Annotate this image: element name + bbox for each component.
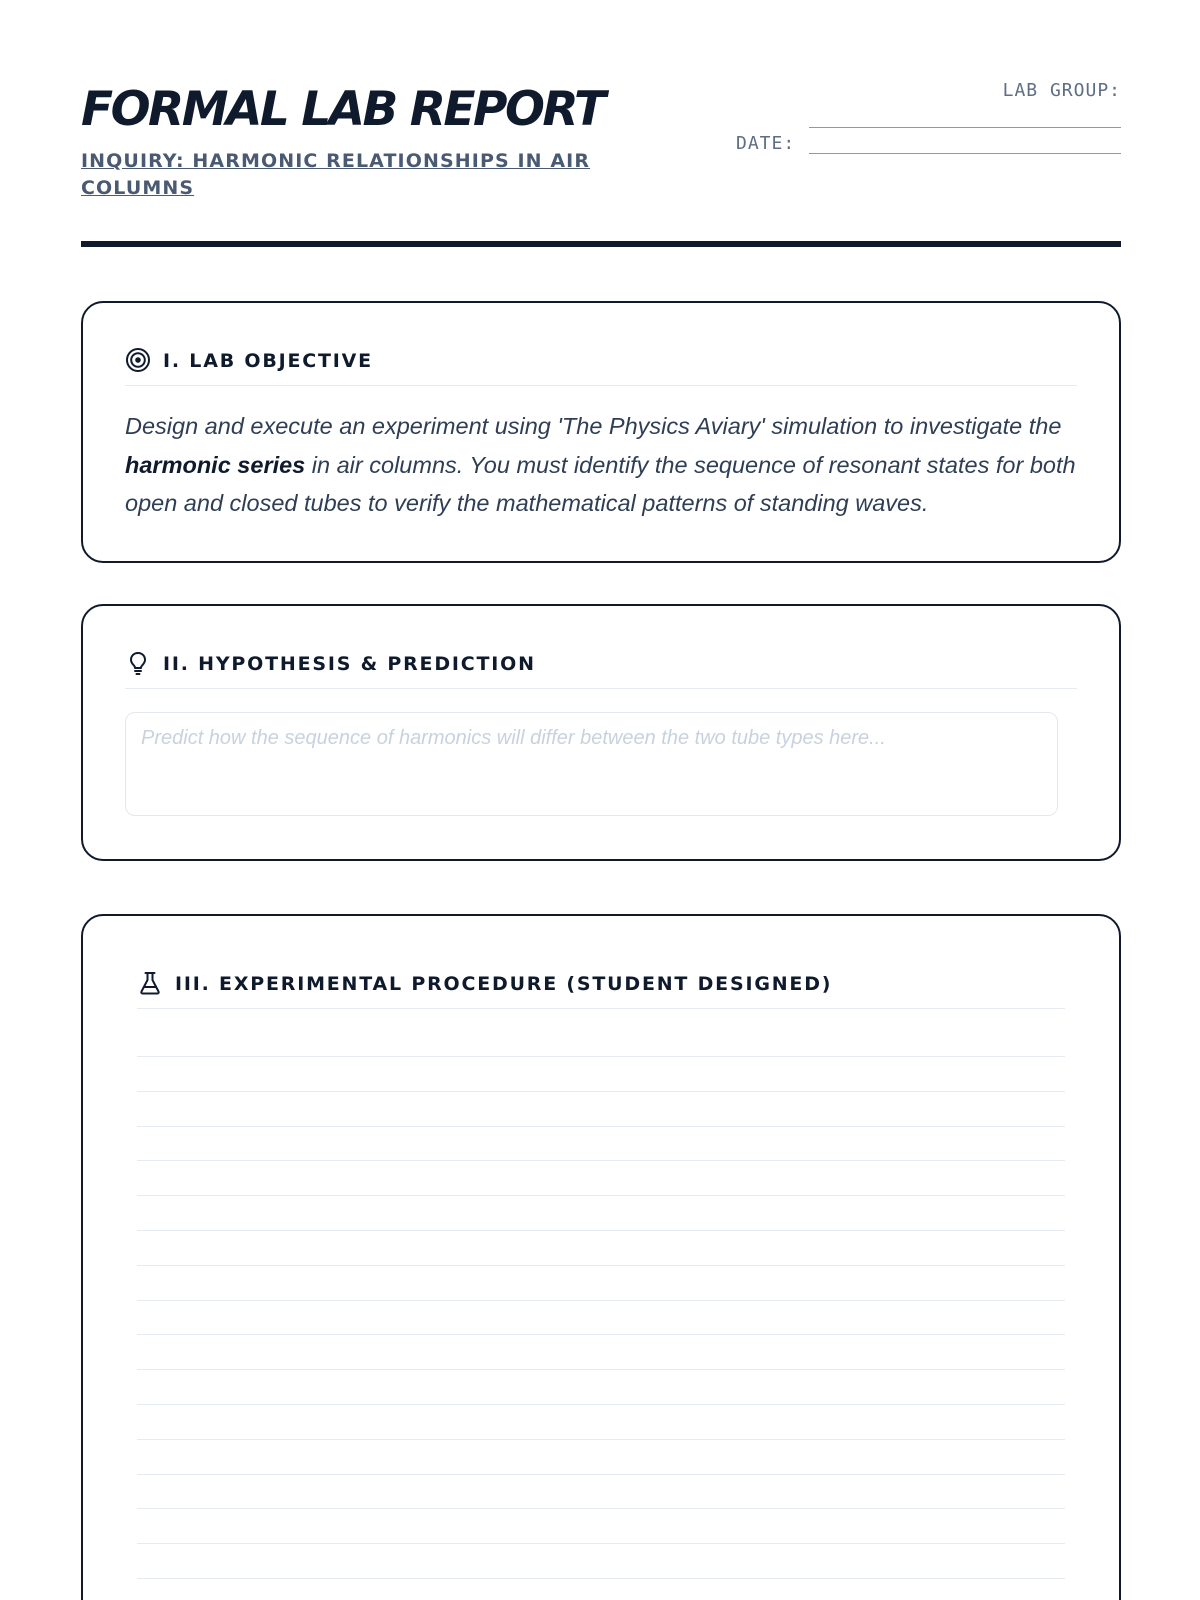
lightbulb-icon xyxy=(125,650,151,676)
procedure-writing-area[interactable] xyxy=(137,916,1065,1600)
ruled-line xyxy=(137,1369,1065,1370)
objective-text-emphasis: harmonic series xyxy=(125,451,306,478)
date-label: DATE: xyxy=(736,133,796,154)
hypothesis-header xyxy=(125,650,1077,689)
ruled-line xyxy=(137,1265,1065,1266)
header-divider xyxy=(81,241,1121,247)
ruled-line xyxy=(137,1056,1065,1057)
report-header xyxy=(81,80,1121,210)
objective-text-intro: Design and execute an experiment using 'The Physics Aviary' simulation to investigate the xyxy=(125,413,1062,439)
hypothesis-card xyxy=(81,604,1121,861)
ruled-line xyxy=(137,1578,1065,1579)
objective-text xyxy=(125,407,1079,523)
ruled-line xyxy=(137,1543,1065,1544)
target-icon xyxy=(125,347,151,373)
report-title: FORMAL LAB REPORT xyxy=(81,82,604,137)
lab-report-page xyxy=(81,0,1121,1600)
lab-group-field[interactable] xyxy=(809,127,1121,128)
ruled-line xyxy=(137,1126,1065,1127)
objective-card xyxy=(81,301,1121,563)
objective-text-rest: in air columns. You must identify the sequence of resonant states for both open and closed tubes to verify the mathematical patterns of standing waves. xyxy=(125,451,1076,516)
ruled-line xyxy=(137,1160,1065,1161)
hypothesis-title: II. HYPOTHESIS & PREDICTION xyxy=(163,653,536,675)
ruled-line xyxy=(137,1230,1065,1231)
ruled-line xyxy=(137,1091,1065,1092)
ruled-line xyxy=(137,1508,1065,1509)
ruled-line xyxy=(137,1404,1065,1405)
ruled-line xyxy=(137,1300,1065,1301)
date-field[interactable] xyxy=(809,153,1121,154)
procedure-title: III. EXPERIMENTAL PROCEDURE (STUDENT DESIGNED) xyxy=(175,973,833,995)
procedure-card xyxy=(81,914,1121,1600)
ruled-line xyxy=(137,1474,1065,1475)
ruled-line xyxy=(137,1334,1065,1335)
objective-title: I. LAB OBJECTIVE xyxy=(163,350,373,372)
objective-header xyxy=(125,347,1077,386)
report-subtitle: INQUIRY: HARMONIC RELATIONSHIPS IN AIR COLUMNS xyxy=(81,150,591,199)
ruled-line xyxy=(137,1439,1065,1440)
ruled-line xyxy=(137,1195,1065,1196)
hypothesis-input[interactable] xyxy=(125,712,1058,816)
lab-group-label: LAB GROUP: xyxy=(1002,80,1121,101)
